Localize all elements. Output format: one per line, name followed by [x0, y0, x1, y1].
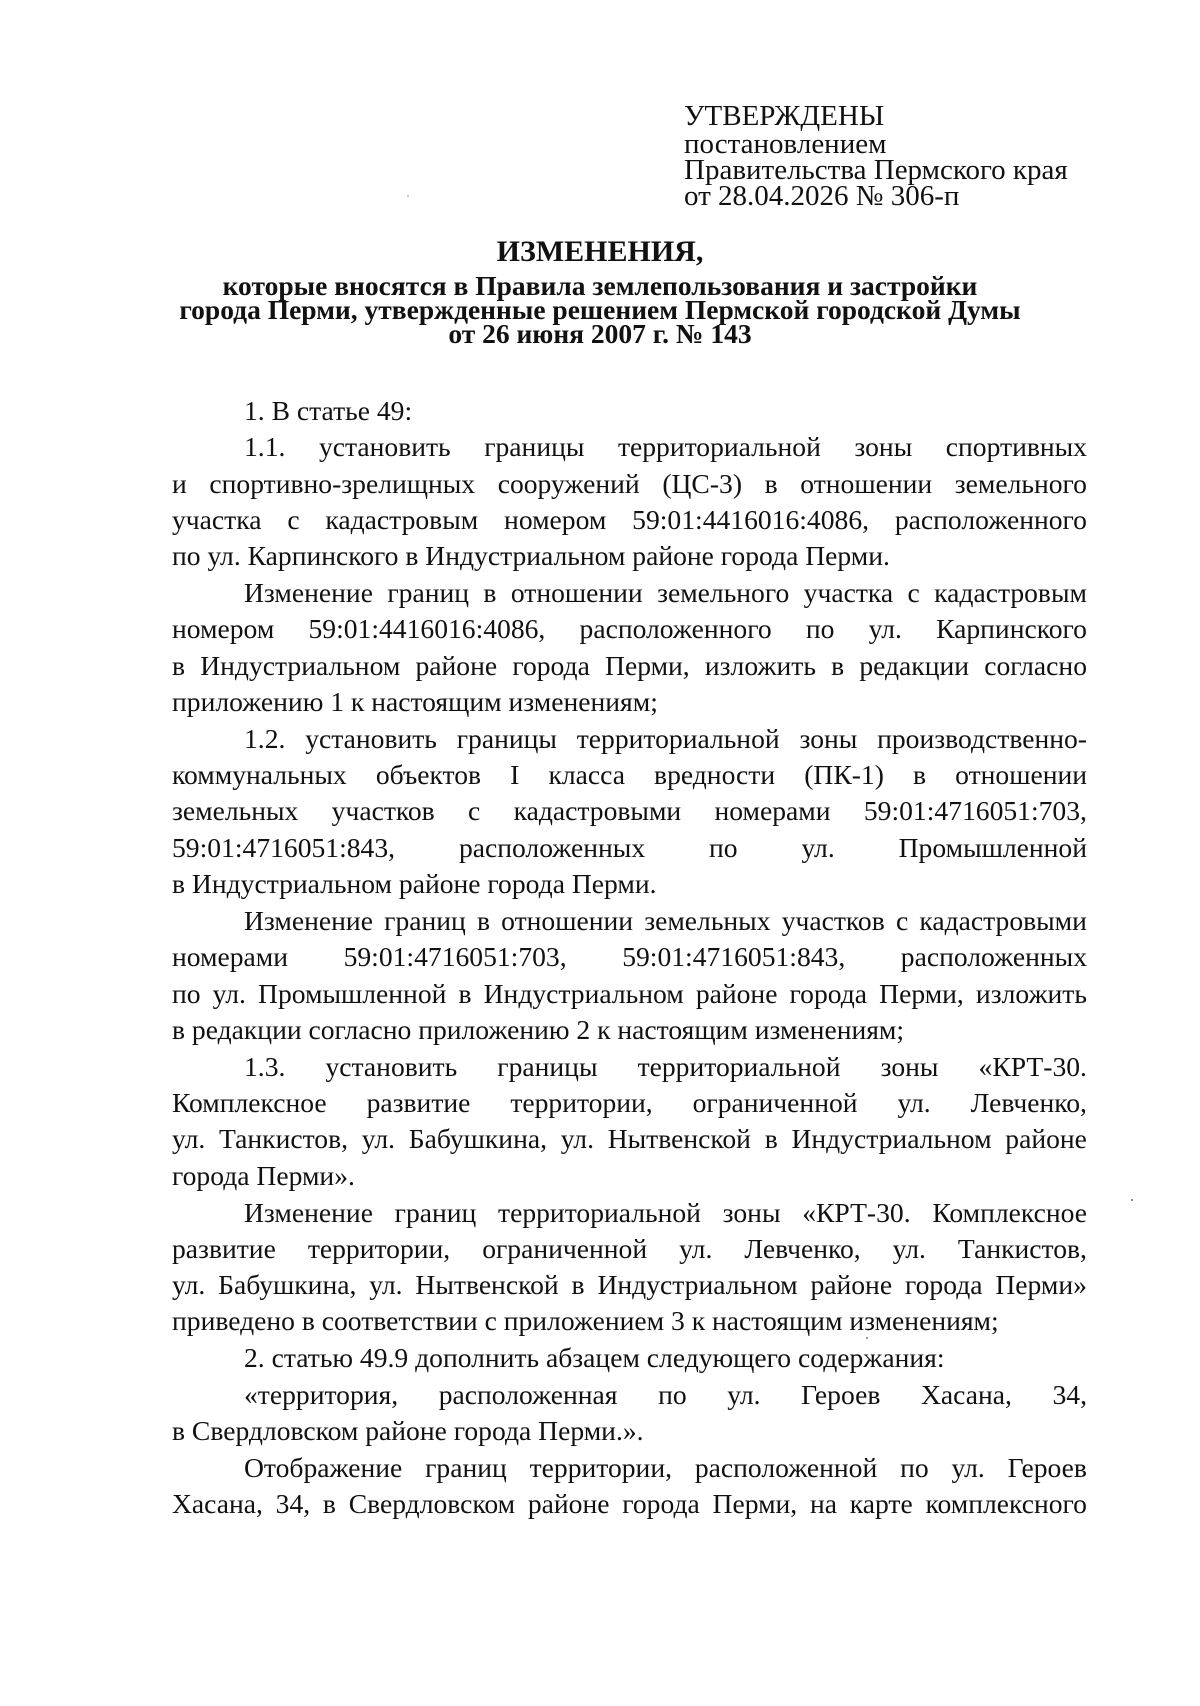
body-word: 1.3.	[244, 1050, 286, 1082]
body-word: номерами	[714, 795, 831, 827]
body-line-text: в редакции согласно приложению 2 к настоящим изменениям;	[172, 1013, 905, 1045]
body-line-text: города Перми».	[172, 1159, 355, 1191]
body-word: территориальной	[576, 722, 780, 754]
body-word: Танкистов,	[219, 1123, 349, 1155]
body-word: земельного	[954, 467, 1087, 499]
body-word: Свердловском	[348, 1488, 516, 1520]
body-word: сооружений	[497, 467, 640, 499]
approval-line: Правительства Пермского края	[684, 154, 1068, 186]
body-word: в	[172, 649, 186, 681]
body-word: в	[764, 467, 778, 499]
body-word: (ЦС-3)	[662, 467, 743, 499]
body-word: территориальной	[637, 1050, 841, 1082]
body-word: 34,	[1052, 1378, 1087, 1410]
body-word: территориальной	[617, 431, 821, 463]
body-line-text: 2. статью 49.9 дополнить абзацем следующего содержания:	[244, 1342, 945, 1374]
approval-title: УТВЕРЖДЕНЫ	[684, 100, 885, 132]
body-line-text: приложению 1 к настоящим изменениям;	[172, 685, 658, 717]
body-word: расположенного	[579, 613, 772, 645]
body-word: ул.	[679, 1232, 713, 1264]
body-line-text: в Индустриальном районе города Перми.	[172, 868, 657, 900]
body-word: Комплексное	[932, 1196, 1087, 1228]
body-word: I	[510, 759, 520, 791]
body-word: 59:01:4716051:843,	[172, 831, 396, 863]
body-word: с	[287, 503, 300, 535]
body-word: зоны	[799, 722, 858, 754]
body-word: 59:01:4716051:703,	[343, 941, 567, 973]
body-word: ул.	[897, 1087, 931, 1119]
body-word: отношении	[510, 577, 643, 609]
body-word: по	[658, 1378, 687, 1410]
body-line-text: по ул. Карпинского в Индустриальном районе города Перми.	[172, 540, 890, 572]
body-word: с	[895, 904, 909, 936]
body-word: комплексного	[925, 1488, 1087, 1520]
body-word: в	[764, 1123, 778, 1155]
body-word: ограниченной	[482, 1232, 648, 1264]
body-word: Левченко,	[744, 1232, 861, 1264]
body-word: Промышленной	[258, 977, 447, 1009]
body-word: объектов	[375, 759, 482, 791]
body-word: Нытвенской	[415, 1269, 559, 1301]
body-word: Комплексное	[172, 1087, 327, 1119]
body-word: границы	[497, 1050, 598, 1082]
body-word: города	[622, 1488, 700, 1520]
body-word: кадастровым	[934, 577, 1087, 609]
body-word: границ	[387, 577, 470, 609]
body-line-text: приведено в соответствии с приложением 3 к настоящим изменениям;	[172, 1305, 999, 1337]
body-word: ул.	[212, 977, 246, 1009]
body-word: участка	[172, 503, 262, 535]
body-word: ул.	[727, 1378, 761, 1410]
body-word: территории,	[529, 1451, 672, 1483]
body-word: районе	[527, 1488, 610, 1520]
body-word: 59:01:4416016:4086,	[308, 613, 546, 645]
body-word: спортивно-зрелищных	[209, 467, 476, 499]
body-word: номером	[172, 613, 275, 645]
body-word: расположенного	[894, 503, 1087, 535]
body-word: города	[904, 1269, 983, 1301]
body-word: участков	[781, 904, 885, 936]
body-word: Отображение	[244, 1451, 403, 1483]
body-word: по	[900, 1451, 929, 1483]
body-word: Бабушкина,	[408, 1123, 547, 1155]
body-word: Хасана,	[920, 1378, 1012, 1410]
body-word: установить	[325, 1050, 458, 1082]
body-word: ул.	[801, 831, 835, 863]
body-word: территории,	[307, 1232, 451, 1264]
body-word: границ	[394, 1196, 477, 1228]
body-word: кадастровым	[325, 503, 479, 535]
body-word: Индустриальном	[791, 1123, 992, 1155]
body-word: класса	[548, 759, 625, 791]
body-word: зоны	[854, 431, 913, 463]
approval-line: постановлением	[684, 128, 887, 160]
body-word: по	[172, 977, 201, 1009]
body-word: ул.	[172, 1269, 206, 1301]
body-word: развитие	[366, 1087, 471, 1119]
body-word: расположенная	[438, 1378, 618, 1410]
body-word: границы	[456, 722, 557, 754]
body-word: Героев	[1007, 1451, 1087, 1483]
body-word: карте	[849, 1488, 913, 1520]
body-word: районе	[1005, 1123, 1087, 1155]
approval-line: от 28.04.2026 № 306-п	[684, 180, 960, 212]
body-word: «КРТ-30.	[802, 1196, 911, 1228]
body-word: районе	[810, 1269, 893, 1301]
body-word: Промышленной	[898, 831, 1087, 863]
body-word: Левченко,	[970, 1087, 1087, 1119]
body-word: Изменение	[244, 1196, 373, 1228]
body-word: города	[789, 977, 868, 1009]
body-word: (ПК-1)	[804, 759, 884, 791]
body-word: номером	[504, 503, 607, 535]
body-word: территории,	[510, 1087, 653, 1119]
body-word: по	[805, 613, 835, 645]
body-word: земельного	[657, 577, 790, 609]
body-word: в	[322, 1488, 336, 1520]
body-word: границ	[425, 1451, 507, 1483]
body-word: отношении	[800, 467, 933, 499]
body-word: районе	[695, 977, 778, 1009]
body-word: Нытвенской	[607, 1123, 751, 1155]
subtitle-line: которые вносятся в Правила землепользования и застройки	[222, 270, 978, 301]
body-word: Героев	[801, 1378, 881, 1410]
body-word: установить	[318, 431, 451, 463]
body-word: границ	[384, 904, 466, 936]
body-word: кадастровыми	[513, 795, 682, 827]
body-word: «территория,	[244, 1378, 399, 1410]
body-word: ул.	[951, 1451, 985, 1483]
body-word: установить	[305, 722, 437, 754]
body-word: по	[709, 831, 738, 863]
document-title: ИЗМЕНЕНИЯ,	[496, 235, 704, 268]
body-word: в	[571, 1269, 585, 1301]
body-word: ул.	[172, 1123, 206, 1155]
body-word: расположенных	[458, 831, 646, 863]
body-word: границы	[484, 431, 585, 463]
body-word: города	[512, 649, 590, 681]
body-word: земельных	[644, 904, 771, 936]
body-word: зоны	[880, 1050, 939, 1082]
body-word: Изменение	[244, 904, 373, 936]
body-word: согласно	[984, 649, 1087, 681]
body-word: ул.	[560, 1123, 594, 1155]
body-word: в	[831, 649, 845, 681]
body-word: в	[483, 577, 497, 609]
body-word: территориальной	[498, 1196, 701, 1228]
body-word: ул.	[892, 1232, 926, 1264]
body-word: номерами	[172, 941, 289, 973]
body-line-text: в Свердловском районе города Перми.».	[172, 1414, 644, 1446]
body-word: редакции	[859, 649, 970, 681]
body-word: Танкистов,	[957, 1232, 1087, 1264]
body-word: расположенной	[694, 1451, 878, 1483]
body-word: Индустриальном	[200, 649, 401, 681]
body-word: изложить	[704, 649, 816, 681]
body-word: Изменение	[244, 577, 373, 609]
body-word: отношении	[955, 759, 1087, 791]
body-word: изложить	[975, 977, 1087, 1009]
body-word: ул.	[369, 1269, 403, 1301]
subtitle-line: от 26 июня 2007 г. № 143	[448, 318, 752, 349]
body-word: ул.	[361, 1123, 396, 1155]
body-word: 59:01:4716051:843,	[622, 941, 846, 973]
body-word: районе	[415, 649, 498, 681]
body-word: кадастровыми	[919, 904, 1087, 936]
body-word: ограниченной	[692, 1087, 858, 1119]
body-word: и	[172, 467, 187, 499]
body-word: Бабушкина,	[218, 1269, 357, 1301]
body-word: отношении	[501, 904, 634, 936]
body-word: «КРТ-30.	[978, 1050, 1087, 1082]
body-word: Перми,	[712, 1488, 798, 1520]
body-word: Карпинского	[936, 613, 1087, 645]
body-word: зоны	[722, 1196, 781, 1228]
body-word: Перми,	[879, 977, 964, 1009]
body-word: Индустриальном	[483, 977, 684, 1009]
body-word: Перми,	[605, 649, 690, 681]
body-word: земельных	[172, 795, 299, 827]
body-word: развитие	[172, 1232, 276, 1264]
body-word: Хасана,	[172, 1488, 263, 1520]
body-word: с	[468, 795, 481, 827]
body-word: расположенных	[900, 941, 1087, 973]
body-word: участка	[803, 577, 894, 609]
body-word: 1.2.	[244, 722, 286, 754]
body-word: 1.1.	[244, 431, 286, 463]
body-word: Индустриальном	[597, 1269, 798, 1301]
body-word: в	[476, 904, 490, 936]
subtitle-line: города Перми, утвержденные решением Пермской городской Думы	[179, 294, 1021, 325]
body-word: участков	[331, 795, 435, 827]
body-word: 34,	[275, 1488, 311, 1520]
body-word: Перми»	[995, 1269, 1087, 1301]
body-word: в	[458, 977, 472, 1009]
body-word: 59:01:4416016:4086,	[632, 503, 870, 535]
body-word: спортивных	[945, 431, 1087, 463]
body-word: в	[913, 759, 927, 791]
body-word: на	[809, 1488, 837, 1520]
body-word: производственно-	[877, 722, 1087, 754]
body-word: коммунальных	[172, 759, 347, 791]
body-word: 59:01:4716051:703,	[863, 795, 1087, 827]
body-line-text: 1. В статье 49:	[244, 395, 413, 426]
body-word: с	[907, 577, 920, 609]
body-word: ул.	[868, 613, 902, 645]
body-word: вредности	[654, 759, 776, 791]
